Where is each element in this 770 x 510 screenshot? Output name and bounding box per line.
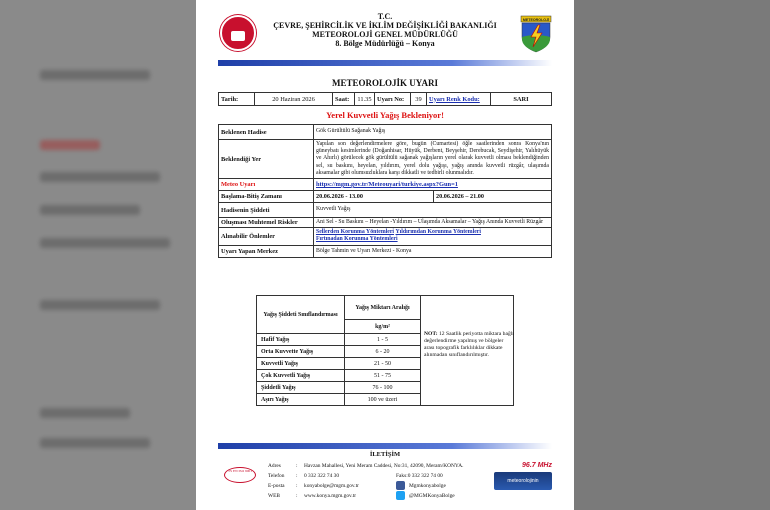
phone-label: Telefon <box>268 473 285 479</box>
facebook-handle[interactable]: Mgmkonyabolge <box>409 483 446 489</box>
start-time: 20.06.2026 - 13.00 <box>314 191 434 203</box>
flood-protection-link[interactable]: Sellerden Korunma Yöntemleri <box>316 229 395 236</box>
scale-class-name: Orta Kuvvette Yağış <box>257 346 345 358</box>
date-label: Tarih: <box>219 93 255 106</box>
header-line1: T.C. <box>377 12 393 21</box>
scale-head-range: Yağış Miktarı Aralığı <box>345 296 421 320</box>
scale-class-range: 6 - 20 <box>345 346 421 358</box>
scale-unit: kg/m² <box>345 320 421 334</box>
email-label: E-posta <box>268 483 285 489</box>
scale-head-class: Yağış Şiddeti Sınıflandırması <box>257 296 345 334</box>
twitter-icon <box>396 491 405 500</box>
scale-class-name: Hafif Yağış <box>257 334 345 346</box>
severity-label: Hadisenin Şiddeti <box>219 203 314 218</box>
footer-divider <box>218 443 552 449</box>
radio-frequency: 96.7 MHz <box>522 462 552 469</box>
place-value: Yapılan son değerlendirmelere göre, bugün (Cumartesi) öğle saatlerinden sonra Konya'nın güneybatı kesimlerinde (Doğanhisar, Hüyük, Derbent, Beyşehir, Derebucak, Seydişehir, Yalıhüyük ve Ahırlı) görülecek gök gürültülü sağanak yağışların yerel olarak kuvvetli olması beklendiğinden sel, su baskını, heyelan, yıldırım, yerel dolu yağışı, yağış anında kuvvetli rüzgâr, ulaşımda aksamalar gibi olumsuzluklara karşı dikkatli ve tedbirli olunmalıdır. <box>314 140 552 179</box>
lightning-protection-link[interactable]: Yıldırımdan Korunma Yöntemleri <box>395 229 481 236</box>
event-label: Beklenen Hadise <box>219 125 314 140</box>
time-label: Saat: <box>333 93 355 106</box>
meteorology-logo-text: METEOROLOJİ <box>522 17 550 22</box>
end-time: 20.06.2026 – 21.00 <box>434 191 552 203</box>
header-line2: ÇEVRE, ŞEHİRCİLİK VE İKLİM DEĞİŞİKLİĞİ BAKANLIĞI <box>273 21 497 30</box>
meteorology-logo <box>520 15 552 53</box>
scale-class-name: Aşırı Yağış <box>257 394 345 406</box>
scale-class-range: 21 - 50 <box>345 358 421 370</box>
color-code-link[interactable]: Uyarı Renk Kodu: <box>429 95 480 103</box>
contact-title: İLETİŞİM <box>369 451 401 458</box>
measures-label: Alınabilir Önlemler <box>219 228 314 245</box>
twitter-handle[interactable]: @MGMKonyaBolge <box>409 493 455 499</box>
fax-label: Faks <box>396 473 407 479</box>
time-value: 11.35 <box>355 93 375 106</box>
iso-stamp-text: TS EN ISO 9001 <box>227 469 252 473</box>
scale-class-name: Kuvvetli Yağış <box>257 358 345 370</box>
warning-headline: Yerel Kuvvetli Yağış Bekleniyor! <box>326 110 444 120</box>
background-right <box>574 0 770 510</box>
document-header <box>196 12 574 58</box>
iso-stamp <box>224 467 256 483</box>
web-label: WEB <box>268 493 280 499</box>
contact-info-secondary: Faks:0 332 322 74 00 Mgmkonyabolge @MGMKonyaBolge <box>396 473 455 499</box>
scale-class-name: Şiddetli Yağış <box>257 382 345 394</box>
color-code-value: SARI <box>491 93 552 106</box>
scale-class-range: 76 - 100 <box>345 382 421 394</box>
risk-label: Oluşması Muhtemel Riskler <box>219 218 314 228</box>
scale-class-range: 100 ve üzeri <box>345 394 421 406</box>
scale-class-range: 51 - 75 <box>345 370 421 382</box>
color-code-label-cell <box>427 93 491 106</box>
warning-document <box>196 0 574 510</box>
phone-value: 0 332 322 74 30 <box>304 473 340 479</box>
background-left <box>0 0 196 510</box>
meta-table <box>218 92 552 106</box>
fax-value: 0 332 322 74 00 <box>407 473 443 479</box>
contact-info: Adres : Havzan Mahallesi, Yeni Meram Caddesi, No:31, 42090, Meram/KONYA. Telefon : 0 332 322 74 30 E-posta : konyabolge@mgm.gov.tr WEB : www.konya.mgm.gov.tr <box>268 463 464 499</box>
date-value: 20 Haziran 2026 <box>255 93 333 106</box>
header-line4: 8. Bölge Müdürlüğü – Konya <box>335 39 435 48</box>
facebook-icon <box>396 481 405 490</box>
header-divider <box>218 60 552 66</box>
place-label: Beklendiği Yer <box>219 140 314 179</box>
address-label: Adres <box>268 463 281 469</box>
email-value[interactable]: konyabolge@mgm.gov.tr <box>304 483 359 489</box>
scale-class-range: 1 - 5 <box>345 334 421 346</box>
meteo-link[interactable]: https://mgm.gov.tr/Meteouyari/turkiye.aspx?Gun=1 <box>316 180 458 188</box>
details-table <box>218 124 552 258</box>
address-value: Havzan Mahallesi, Yeni Meram Caddesi, No:31, 42090, Meram/KONYA. <box>304 463 464 469</box>
web-value[interactable]: www.konya.mgm.gov.tr <box>304 493 357 499</box>
measures-links <box>314 228 552 245</box>
center-label: Uyarı Yapan Merkez <box>219 245 314 257</box>
meteo-label: Meteo Uyarı <box>219 179 314 191</box>
warning-no-label: Uyarı No: <box>375 93 411 106</box>
scale-class-name: Çok Kuvvetli Yağış <box>257 370 345 382</box>
event-value: Gök Gürültülü Sağanak Yağış <box>314 125 552 140</box>
meteo-link-cell <box>314 179 552 191</box>
note-label: NOT: <box>424 331 438 337</box>
scale-note <box>424 331 514 359</box>
warning-no-value: 39 <box>411 93 427 106</box>
center-value: Bölge Tahmin ve Uyarı Merkezi - Konya <box>314 245 552 257</box>
radio-logo <box>494 462 552 490</box>
note-text: 12 Saatlik periyotta miktara bağlı değerlendirme yapılmış ve bölgeler arası topografik farklılıklar dikkate alınmadan sınıflandırılmıştır. <box>424 331 514 358</box>
severity-value: Kuvvetli Yağış <box>314 203 552 218</box>
page-title: METEOROLOJİK UYARI <box>332 78 438 88</box>
storm-protection-link[interactable]: Fırtınadan Korunma Yöntemleri <box>316 236 398 243</box>
header-line3: METEOROLOJİ GENEL MÜDÜRLÜĞÜ <box>312 30 458 39</box>
risk-value: Ani Sel - Su Baskını – Heyelan -Yıldırım – Ulaşımda Aksamalar – Yağış Anında Kuvvetli Rüzgâr <box>314 218 552 228</box>
time-range-label: Başlama-Bitiş Zamanı <box>219 191 314 203</box>
radio-name: meteorolojinin <box>494 472 552 490</box>
